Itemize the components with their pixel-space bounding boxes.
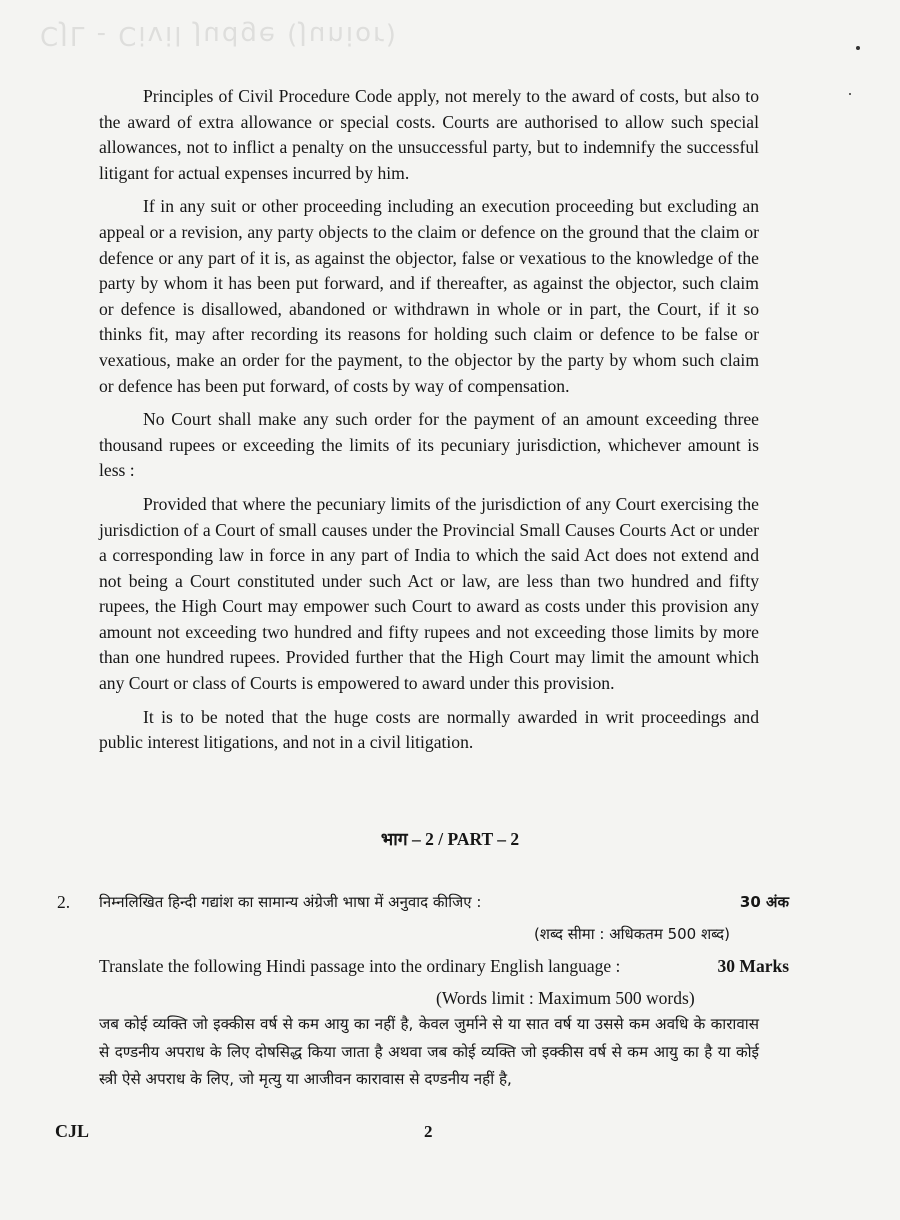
paragraph-amount-limit: No Court shall make any such order for the payment of an amount exceeding three thousand rupees or exceeding the limits of its pecuniary jurisdiction, whichever amount is less : <box>99 409 759 481</box>
paragraph-proviso: Provided that where the pecuniary limits of the jurisdiction of any Court exercising the jurisdiction of a Court of small causes under the Provincial Small Causes Courts Act or under a corresponding law in force in any part of India to which the said Act does not extend and not being a Court constituted under such Act or law, are less than two hundred and fifty rupees, the High Court may empower such Court to award as costs under this provision any amount not exceeding two hundred and fifty rupees and not exceeding those limits by more than one hundred rupees. Provided further that the High Court may limit the amount which any Court or class of Courts is empowered to award under this provision. <box>99 493 759 694</box>
english-instruction-row <box>99 956 789 977</box>
paragraph-note: It is to be noted that the huge costs are normally awarded in writ proceedings and public interest litigations, and not in a civil litigation. <box>99 706 759 753</box>
hindi-instruction-row <box>99 890 789 914</box>
paragraph-vexatious-claims: If in any suit or other proceeding including an execution proceeding but excluding an appeal or a revision, any party objects to the claim or defence on the ground that the claim or defence or any part of it is, as against the objector, false or vexatious to the knowledge of the party by whom it has been put forward, and if thereafter, as against the objector, such claim or defence is disallowed, abandoned or withdrawn in whole or in part, the Court, if it so thinks fit, may after recording its reasons for holding such claim or defence to be false or vexatious, make an order for the payment, to the objector by the party by whom such claim or defence has been put forward, of costs by way of compensation. <box>99 196 759 396</box>
hindi-instruction: निम्नलिखित हिन्दी गद्यांश का सामान्य अंग्रेजी भाषा में अनुवाद कीजिए : <box>99 893 482 911</box>
body-text <box>99 84 759 764</box>
hindi-passage: जब कोई व्यक्ति जो इक्कीस वर्ष से कम आयु का नहीं है, केवल जुर्माने से या सात वर्ष या उससे कम अवधि के कारावास से दण्डनीय अपराध के लिए दोषसिद्ध किया जाता है अथवा जब कोई व्यक्ति जो इक्कीस वर्ष से कम आयु का है या कोई स्त्री ऐसे अपराध के लिए, जो मृत्यु या आजीवन कारावास से दण्डनीय नहीं है, <box>99 1015 759 1088</box>
english-marks: 30 Marks <box>717 956 789 976</box>
footer-code: CJL <box>55 1121 90 1141</box>
scan-speck <box>856 46 860 50</box>
scan-speck <box>849 93 851 95</box>
question-number: 2. <box>57 892 71 912</box>
bleed-through-header: CJL - Civil Judge (Junior) <box>40 20 398 50</box>
english-word-limit: (Words limit : Maximum 500 words) <box>436 988 695 1008</box>
page-number: 2 <box>424 1122 433 1141</box>
part-heading: भाग – 2 / PART – 2 <box>380 829 520 849</box>
paragraph-costs-principles: Principles of Civil Procedure Code apply, not merely to the award of costs, but also to the award of extra allowance or special costs. Courts are authorised to allow such special allowances, not to inflict a penalty on the unsuccessful party, but to indemnify the successful litigant for actual expenses incurred by him. <box>99 86 759 183</box>
hindi-word-limit: (शब्द सीमा : अधिकतम 500 शब्द) <box>533 925 730 943</box>
english-instruction: Translate the following Hindi passage into the ordinary English language : <box>99 956 621 976</box>
hindi-marks: 30 अंक <box>739 893 789 911</box>
